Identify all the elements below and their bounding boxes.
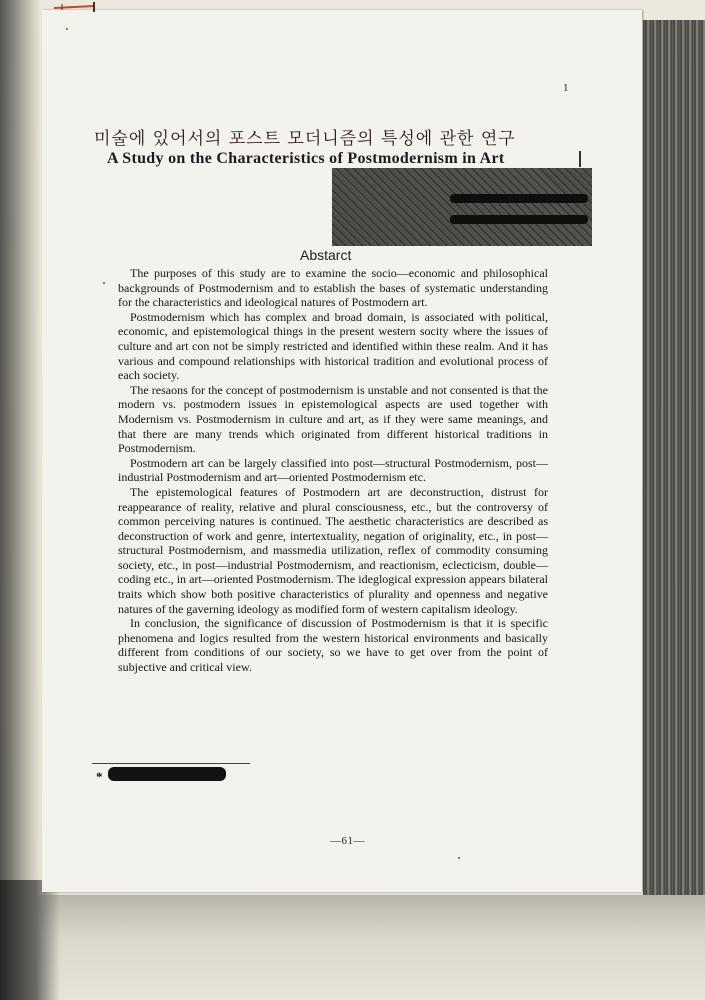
abstract-paragraph: Postmodernism which has complex and broad domain, is associated with political, economic, and epistemological things in the present western socity where the issues of culture and art con not be simply restricted and identified within these realm. And it has various and compound relationships with historical tradition and evolutional process of each society.: [118, 309, 548, 383]
abstract-paragraph: The purposes of this study are to examine the socio—economic and philosophical backgrounds of Postmodernism and to establish the bases of systematic understanding for the characteristics and ideological natures of Postmodern art.: [118, 266, 548, 310]
redacted-author-block: [332, 168, 592, 246]
abstract-heading: Abstarct: [300, 247, 352, 263]
footnote-marker: *: [96, 769, 103, 784]
scan-corner-shadow: [0, 880, 60, 1000]
scan-speck: [458, 857, 460, 859]
scan-speck: [66, 28, 68, 30]
page-number: 1: [563, 82, 569, 94]
abstract-paragraph: In conclusion, the significance of discussion of Postmodernism is that it is specific phenomena and logics resulted from the western historical environments and basically different from conditions of our society, so we have to get over from the point of subjective and critical view.: [118, 616, 548, 675]
scan-left-edge-shadow: [0, 0, 40, 1000]
folio-page-number: —61—: [330, 835, 365, 847]
abstract-paragraph: The resaons for the concept of postmodernism is unstable and not consented is that the modern vs. postmodern issues in epistemological aspects are used together with Modernism vs. Postmodernism in culture and art, as if they were same meanings, and that there are many trends which originated from different historical traditions in Postmodernism.: [118, 382, 548, 456]
footnote-rule: [92, 763, 250, 764]
scan-binding-shadow: [643, 20, 705, 900]
title-korean: 미술에 있어서의 포스트 모더니즘의 특성에 관한 연구: [94, 129, 516, 149]
title-rule: [579, 151, 581, 167]
title-english: A Study on the Characteristics of Postmodernism in Art: [107, 150, 505, 167]
abstract-paragraph: The epistemological features of Postmodern art are deconstruction, distrust for reappearance of reality, relative and plural consciousness, etc., but the controversy of common perceiving natures is continued. The aesthetic characteristics are described as deconstruction of work and genre, intertextuality, negation of originality, etc., in post—structural Postmodernism, and massmedia utilization, reflex of commodity consuming society, etc., in post—industrial Postmodernism, and reactionism, eclecticism, double—coding etc., in art—oriented Postmodernism. The ideglogical expression appears bilateral traits which show both positive characteristics of plurality and openness and negative natures of the gaverning ideology as modified form of western capitalism ideology.: [118, 484, 548, 616]
abstract-paragraph: Postmodern art can be largely classified into post—structural Postmodernism, post—industrial Postmodernism and art—oriented Postmodernism etc.: [118, 455, 548, 485]
scan-bottom-margin: [0, 895, 705, 1000]
scan-speck: [103, 282, 105, 284]
abstract-body: [118, 266, 548, 675]
redaction-bar: [450, 194, 588, 203]
redacted-footnote: [108, 767, 226, 781]
redaction-bar: [450, 215, 588, 224]
scan-mark-icon: [50, 0, 98, 14]
